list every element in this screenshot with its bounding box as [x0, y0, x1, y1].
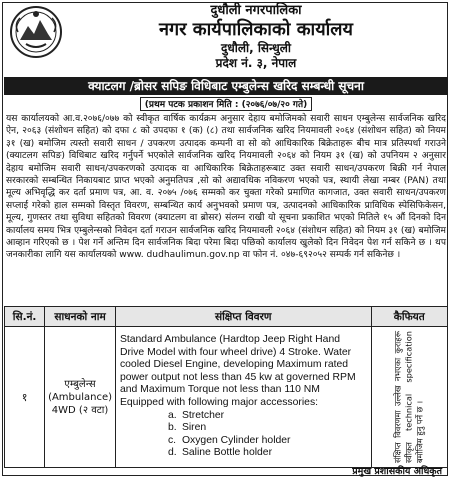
list-item: a. Stretcher	[167, 409, 225, 421]
list-item: c. Oxygen Cylinder holder	[167, 434, 291, 446]
row-serial: १	[5, 327, 45, 468]
item-name-nepali: एम्बुलेन्स	[64, 378, 96, 390]
municipality-name: दुधौली नगरपालिका	[210, 3, 302, 18]
office-header	[70, 3, 442, 71]
notice-body: यस कार्यालयको आ.व.२०७६/०७७ को स्वीकृत वार्षिक कार्यक्रम अनुसार देहाय बमोजिमको सवारी साधन एम्बुलेन्स सार्वजनिक खरिद ऐन, २०६३ (संशोधन सहित) को दफा ८ को उपदफा १ (क) (८) तथा सार्वजनिक खरिद नियमावली २०६४ (संशोधन सहित) को नियम ३१ (ख) बमोजिम त्यस्तो सवारी साधन / उपकरण उत्पादक कम्पनी वा सो को आधिकारिक बिक्रेताहरू बीच मात्र प्रतिस्पर्धा गराउने (क्याटलग सपिङ) विधिबाट खरिद गर्नुपर्ने भएकोले सार्वजनिक खरिद नियमावली २०६४ को नियम ३१ (ख) को उपनियम २ अनुसार देहाय बमोजिम सवारी साधन/उपकरणको उत्पादक वा आधिकारिक बिक्रेताहरूबाट उक्त सवारी साधन/उपकरण बिक्री गर्न नेपाल सरकारको सम्बन्धित निकायबाट प्राप्त भएको अनुमतिपत्र ,सो को अद्यावधिक नविकरण भएको पत्र, स्थायी लेखा नम्बर (PAN) तथा मूल्य अभिवृद्धि कर दर्ता प्रमाण पत्र, आ. व. २०७५ /०७६ सम्मको कर चुक्ता गरेको प्रमाणित कागजात, उक्त सवारी साधन/उपकरण सप्लाई गरेको हाल सम्मको विस्तृत विवरण, सम्बन्धित कार्य अनुभवको प्रमाण पत्र, उत्पादनको आधिकारिक प्राविधिक स्पेसिफिकेसन, मूल्य, गुणस्तर तथा सुविधा सहितको विवरण (क्याटलग वा ब्रोसर) संलग्न राखी यो सूचना प्रकाशित भएको मितिले १५ औं दिनको दिन कार्यालय समय भित्र एम्बुलेन्सको निवेदन दर्ता गराउन सार्वजनिक खरिद नियमावली २०६४ (संशोधन सहित) को नियम ३१ (ख) बमोजिम आव्हान गरिएको छ । पेश गर्ने अन्तिम दिन सार्वजनिक बिदा परेमा बिदा पछिको कार्यालय खुलेको दिन निवेदन पेश गर्न सकिने छ । थप जनकारीका लागि यस कार्यालयको www. dudhaulimun.gov.np वा फोन नं. ०४७-६९२०५२ सम्पर्क गर्न सकिनेछ ।	[6, 114, 446, 261]
header-remarks: कैफियत	[371, 307, 447, 327]
header-description: संक्षिप्त विवरण	[115, 307, 371, 327]
table-row	[5, 327, 448, 468]
header-serial: सि.नं.	[5, 307, 45, 327]
province-line: प्रदेश नं. ३, नेपाल	[215, 56, 297, 70]
header-item-name: साधनको नाम	[45, 307, 116, 327]
accessories-list	[120, 410, 367, 460]
notice-title: क्याटलग /ब्रोसर सपिङ विधिबाट एम्बुलेन्स खरिद सम्बन्धी सूचना	[4, 77, 448, 95]
office-address: दुधौली, सिन्धुली	[220, 41, 291, 55]
item-name-english: (Ambulance)	[48, 391, 113, 403]
table-header-row	[5, 307, 448, 327]
item-quantity: 4WD (२ वटा)	[51, 404, 109, 416]
list-item: d. Saline Bottle holder	[167, 447, 273, 459]
procurement-table	[4, 306, 448, 468]
publish-date: (प्रथम पटक प्रकाशन मिति : (२०७६/०७/२० गते)	[140, 97, 312, 111]
row-description	[115, 327, 371, 468]
nepal-emblem-icon	[8, 4, 64, 60]
remark-text: संक्षिप्त विवरणमा उल्लेख नभएका कुराहरू स्वीकृत technical specification बमोजिम हुनु पर्ने छ ।	[392, 331, 425, 463]
list-item: b. Siren	[167, 422, 207, 434]
office-name: नगर कार्यपालिकाको कार्यालय	[159, 19, 353, 40]
row-remark	[371, 327, 447, 468]
row-item-name	[45, 327, 116, 468]
signature-line: प्रमुख प्रशासकीय अधिकृत	[352, 466, 442, 477]
description-text: Standard Ambulance (Hardtop Jeep Right Hand Drive Model with four wheel drive) 4 Stroke. Water cooled Diesel Engine, developing Maximum rated power output not less than 45 kw at governed RPM and Maximum Torque not less than 110 NM Equipped with following major accessories:	[119, 334, 356, 408]
